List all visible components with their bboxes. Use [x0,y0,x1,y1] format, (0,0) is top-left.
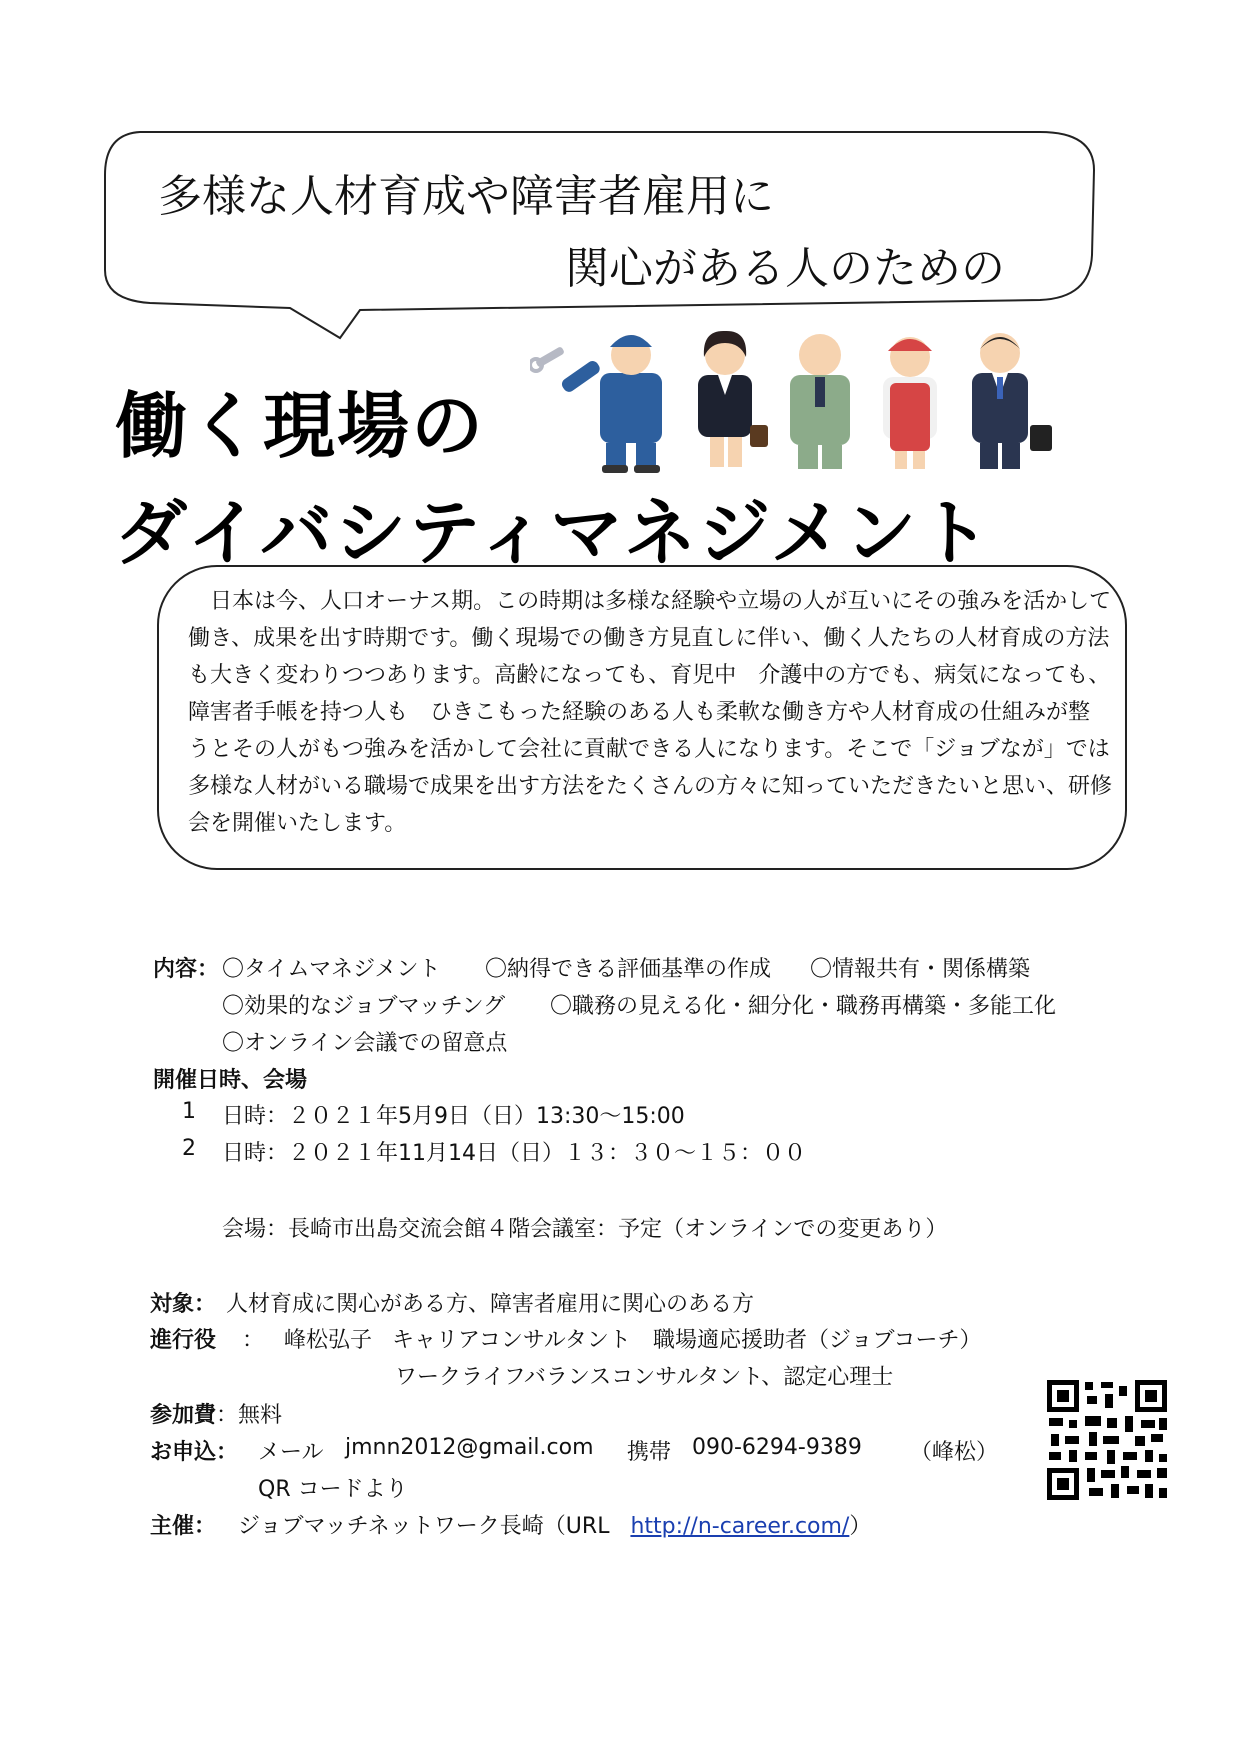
facilitator-sep: ： [242,1328,265,1353]
schedule-date: 日時：２０２１年11月14日（日）１３：３０～１５：００ [222,1141,806,1166]
host-name: ジョブマッチネットワーク長崎（URL [238,1514,610,1539]
content-item: 〇効果的なジョブマッチング [222,994,506,1019]
content-item: 〇タイムマネジメント [222,957,441,982]
businessman-figure [972,333,1052,469]
content-item: 〇情報共有・関係構築 [810,957,1031,982]
phone-label: 携帯 [627,1440,672,1465]
schedule-date: 日時：２０２１年5月9日（日）13:30～15:00 [222,1104,685,1129]
shop-woman-figure [883,337,937,469]
apply-label: お申込： [150,1440,239,1465]
facilitator-name: 峰松弘子 [284,1328,373,1353]
facilitator-title: ワークライフバランスコンサルタント、認定心理士 [395,1365,894,1390]
intro-line: 会を開催いたします。 [188,811,407,836]
intro-text [188,583,1113,842]
facilitator-title: 職場適応援助者（ジョブコーチ） [653,1328,982,1353]
bubble-line-1: 多様な人材育成や障害者雇用に [158,171,774,222]
intro-line: も大きく変わりつつあります。高齢になっても、育児中 介護中の方でも、病気になっても、 [188,663,1111,688]
bubble-line-2: 関心がある人のための [565,243,1005,294]
host-text [238,1509,871,1540]
intro-line: うとその人がもつ強みを活かして会社に貢献できる人になります。そこで「ジョブなが」では [188,737,1110,762]
schedule-label: 開催日時、会場 [153,1068,308,1093]
schedule-num: 2 [182,1136,196,1161]
content-item: 〇オンライン会議での留意点 [222,1031,508,1056]
content-item: 〇納得できる評価基準の作成 [485,957,772,982]
phone-number: 090-6294-9389 [692,1435,862,1460]
office-woman-figure [698,331,768,467]
title-line-1: 働く現場の [115,384,486,468]
fee-text: ：無料 [216,1403,283,1428]
mail-label: メール [258,1440,324,1465]
target-label: 対象： [150,1292,217,1317]
mechanic-figure [530,335,662,473]
diverse-workers-illustration [530,325,1070,475]
host-close: ） [849,1514,872,1539]
content-label: 内容： [153,957,220,982]
title-line-2: ダイバシティマネジメント [115,491,993,575]
email-link[interactable]: jmnn2012@gmail.com [345,1435,594,1460]
phone-name: （峰松） [910,1440,999,1465]
content-item: 〇職務の見える化・細分化・職務再構築・多能工化 [550,994,1057,1019]
intro-line: 日本は今、人口オーナス期。この時期は多様な経験や立場の人が互いにその強みを活かして [188,589,1112,614]
venue: 会場：長崎市出島交流会館４階会議室：予定（オンラインでの変更あり） [222,1217,948,1242]
fee-label: 参加費 [150,1403,217,1428]
intro-line: 障害者手帳を持つ人も ひきこもった経験のある人も柔軟な働き方や人材育成の仕組みが整 [188,700,1091,725]
qr-text: QR コードより [258,1477,408,1502]
host-label: 主催： [150,1514,217,1539]
qr-code-icon[interactable] [1045,1378,1169,1502]
senior-worker-figure [790,334,850,469]
schedule-num: 1 [182,1099,196,1124]
intro-line: 働き、成果を出す時期です。働く現場での働き方見直しに伴い、働く人たちの人材育成の方法 [188,626,1110,651]
intro-line: 多様な人材がいる職場で成果を出す方法をたくさんの方々に知っていただきたいと思い、研修 [188,774,1113,799]
target-text: 人材育成に関心がある方、障害者雇用に関心のある方 [226,1292,755,1317]
facilitator-title: キャリアコンサルタント [392,1328,631,1353]
host-url-link[interactable]: http://n-career.com/ [630,1514,850,1539]
fee [150,1398,282,1429]
facilitator-label: 進行役 [150,1328,217,1353]
